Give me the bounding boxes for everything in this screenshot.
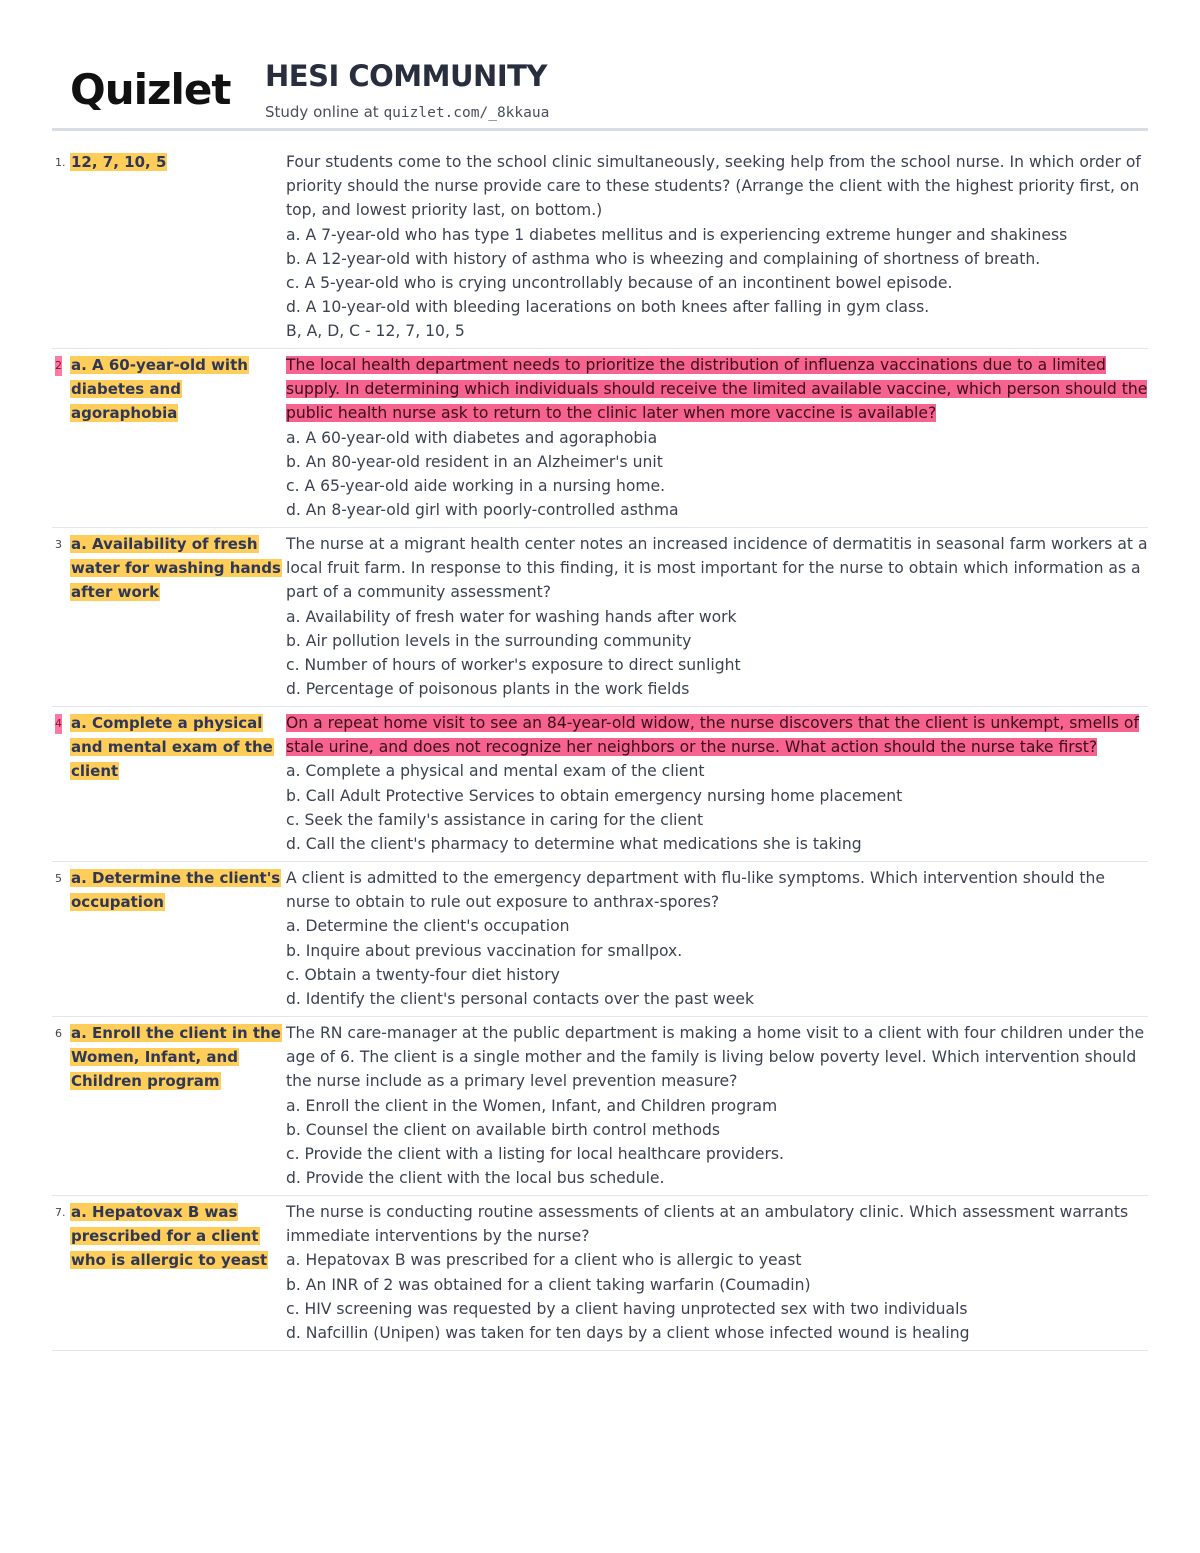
option-a: a. Complete a physical and mental exam of the client <box>286 762 705 781</box>
option-d: d. An 8-year-old girl with poorly-controlled asthma <box>286 501 679 520</box>
term-highlight: a. Determine the client's occupation <box>71 869 281 912</box>
card-number: 6 <box>55 1027 62 1040</box>
question-highlight: On a repeat home visit to see an 84-year-old widow, the nurse discovers that the client is unkempt, smells of stale urine, and does not recognize her neighbors or the nurse. What action should the nurse take first? <box>286 714 1139 757</box>
option-b: b. An 80-year-old resident in an Alzheimer's unit <box>286 452 663 471</box>
term-column <box>52 353 286 522</box>
question-text: The RN care-manager at the public department is making a home visit to a client with four children under the age of 6. The client is a single mother and the family is living below poverty level. Which intervention should the nurse include as a primary level prevention measure? <box>286 1024 1145 1091</box>
flashcard-5 <box>52 862 1148 1017</box>
option-b: b. An INR of 2 was obtained for a client taking warfarin (Coumadin) <box>286 1275 811 1294</box>
flashcard-7 <box>52 1196 1148 1351</box>
header-divider <box>52 128 1148 131</box>
option-a: a. A 60-year-old with diabetes and agoraphobia <box>286 428 658 447</box>
flashcard-6 <box>52 1017 1148 1196</box>
option-d: d. Call the client's pharmacy to determine what medications she is taking <box>286 835 862 854</box>
option-a: a. Determine the client's occupation <box>286 917 570 936</box>
card-number: 7. <box>55 1206 66 1219</box>
option-d: d. Nafcillin (Unipen) was taken for ten days by a client whose infected wound is healing <box>286 1324 970 1343</box>
definition <box>286 150 1148 344</box>
term-answer <box>70 1200 286 1273</box>
page-header <box>0 0 1200 130</box>
term-highlight: a. Hepatovax B was prescribed for a client who is allergic to yeast <box>71 1203 268 1270</box>
term-highlight: a. Enroll the client in the Women, Infant, and Children program <box>71 1024 281 1091</box>
option-c: c. A 5-year-old who is crying uncontrollably because of an incontinent bowel episode. <box>286 274 953 293</box>
definition <box>286 711 1148 856</box>
term-column <box>52 711 286 856</box>
term-column <box>52 1200 286 1345</box>
study-online-line <box>265 101 549 124</box>
option-c: c. A 65-year-old aide working in a nursing home. <box>286 477 666 496</box>
option-d: d. Identify the client's personal contacts over the past week <box>286 990 755 1009</box>
definition <box>286 866 1148 1011</box>
term-column <box>52 532 286 701</box>
question-highlight: The local health department needs to prioritize the distribution of influenza vaccinations due to a limited supply. In determining which individuals should receive the limited available vaccine, which person should the public health nurse ask to return to the clinic later when more vaccine is available? <box>286 356 1148 423</box>
study-prefix: Study online at <box>265 103 384 121</box>
option-a: a. Hepatovax B was prescribed for a client who is allergic to yeast <box>286 1251 802 1270</box>
question-text <box>286 353 1148 426</box>
option-a: a. Enroll the client in the Women, Infant, and Children program <box>286 1096 778 1115</box>
term-answer <box>70 150 286 174</box>
term-answer <box>70 711 286 784</box>
option-d: d. Percentage of poisonous plants in the work fields <box>286 680 690 699</box>
term-highlight: a. Availability of fresh water for washing hands after work <box>71 535 281 602</box>
card-number: 5 <box>55 872 62 885</box>
term-column <box>52 150 286 344</box>
option-b: b. A 12-year-old with history of asthma who is wheezing and complaining of shortness of breath. <box>286 249 1041 268</box>
question-text: Four students come to the school clinic simultaneously, seeking help from the school nurse. In which order of priority should the nurse provide care to these students? (Arrange the client with the highest priority first, on top, and lowest priority last, on bottom.) <box>286 153 1141 220</box>
card-number: 3 <box>55 538 62 551</box>
flashcard-4 <box>52 707 1148 862</box>
option-c: c. Provide the client with a listing for local healthcare providers. <box>286 1145 784 1164</box>
set-title: HESI COMMUNITY <box>265 59 547 93</box>
question-text: The nurse is conducting routine assessments of clients at an ambulatory clinic. Which assessment warrants immediate interventions by the nurse? <box>286 1203 1129 1246</box>
quizlet-logo[interactable]: Quizlet <box>70 65 231 114</box>
option-b: b. Counsel the client on available birth control methods <box>286 1120 721 1139</box>
study-url-link[interactable]: quizlet.com/_8kkaua <box>383 105 550 121</box>
flashcard-1 <box>52 146 1148 349</box>
term-answer <box>70 866 286 914</box>
option-a: a. A 7-year-old who has type 1 diabetes mellitus and is experiencing extreme hunger and shakiness <box>286 225 1068 244</box>
question-text: A client is admitted to the emergency department with flu-like symptoms. Which intervention should the nurse to obtain to rule out exposure to anthrax-spores? <box>286 869 1106 912</box>
definition <box>286 1200 1148 1345</box>
option-c: c. HIV screening was requested by a client having unprotected sex with two individuals <box>286 1299 968 1318</box>
option-b: b. Call Adult Protective Services to obtain emergency nursing home placement <box>286 786 903 805</box>
term-answer <box>70 532 286 605</box>
option-b: b. Inquire about previous vaccination for smallpox. <box>286 941 683 960</box>
term-highlight: 12, 7, 10, 5 <box>71 153 167 171</box>
flashcard-2 <box>52 349 1148 528</box>
definition <box>286 353 1148 522</box>
term-answer <box>70 353 286 426</box>
option-c: c. Number of hours of worker's exposure to direct sunlight <box>286 656 741 675</box>
term-answer <box>70 1021 286 1094</box>
term-highlight: a. Complete a physical and mental exam of the client <box>71 714 273 781</box>
term-column <box>52 1021 286 1190</box>
option-c: c. Obtain a twenty-four diet history <box>286 965 560 984</box>
flashcard-3 <box>52 528 1148 707</box>
option-d: d. Provide the client with the local bus schedule. <box>286 1169 665 1188</box>
definition <box>286 1021 1148 1190</box>
term-column <box>52 866 286 1011</box>
card-number: 4 <box>55 714 62 734</box>
definition <box>286 532 1148 701</box>
answer-key: B, A, D, C - 12, 7, 10, 5 <box>286 322 465 341</box>
option-d: d. A 10-year-old with bleeding lacerations on both knees after falling in gym class. <box>286 298 930 317</box>
option-b: b. Air pollution levels in the surrounding community <box>286 631 692 650</box>
question-text <box>286 711 1148 759</box>
option-a: a. Availability of fresh water for washing hands after work <box>286 607 737 626</box>
card-number: 1. <box>55 156 66 169</box>
card-number: 2 <box>55 356 62 376</box>
question-text: The nurse at a migrant health center notes an increased incidence of dermatitis in seasonal farm workers at a local fruit farm. In response to this finding, it is most important for the nurse to obtain which information as a part of a community assessment? <box>286 535 1148 602</box>
term-highlight: a. A 60-year-old with diabetes and agoraphobia <box>71 356 248 423</box>
option-c: c. Seek the family's assistance in caring for the client <box>286 810 704 829</box>
flashcard-list <box>52 146 1148 1351</box>
